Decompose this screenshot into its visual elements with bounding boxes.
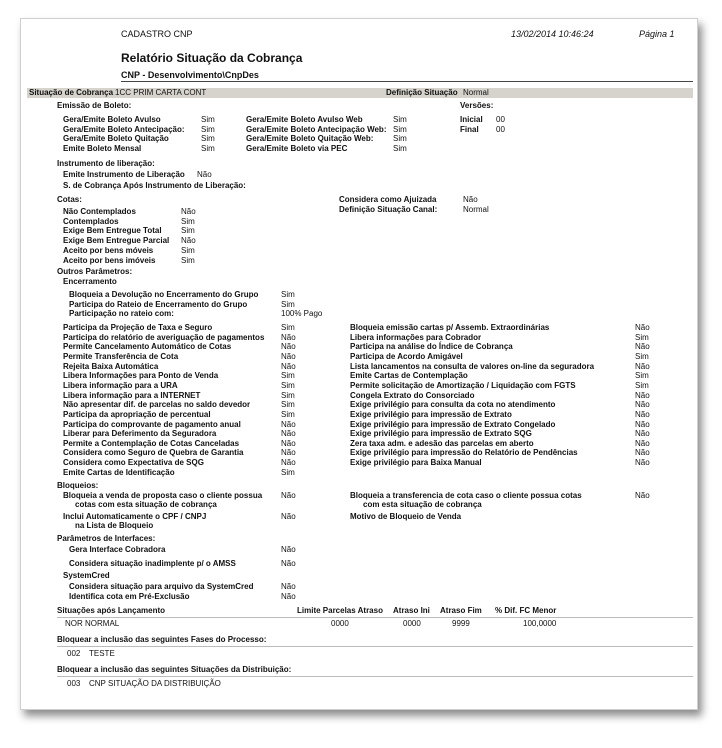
out-l-value: Não	[281, 332, 296, 342]
out-r-value: Não	[635, 361, 650, 371]
out-r-label: Emite Cartas de Contemplação	[350, 371, 468, 381]
cotas-r-value: Normal	[463, 205, 489, 214]
bloq-venda-line1: Bloqueia a venda de proposta caso o cliente possua	[63, 491, 263, 500]
report-page	[20, 18, 698, 710]
interfaces-title: Parâmetros de Interfaces:	[57, 534, 156, 543]
out-l-value: Não	[281, 448, 296, 458]
fase-code: 002	[67, 649, 81, 658]
out-r-value: Não	[635, 400, 650, 410]
out-l-value: Não	[281, 361, 296, 371]
sc-value: Não	[281, 582, 296, 591]
out-r-value: Sim	[635, 380, 649, 390]
situacao-value: 1CC PRIM CARTA CONT	[115, 88, 207, 97]
emi-mid-label: Gera/Emite Boleto Quitação Web:	[246, 134, 374, 144]
out-l-value: Não	[281, 342, 296, 352]
out-r-value: Não	[635, 458, 650, 468]
emi-mid-label: Gera/Emite Boleto via PEC	[246, 144, 348, 154]
cotas-label: Aceito por bens móveis	[63, 245, 154, 255]
distrib-title: Bloquear a inclusão das seguintes Situações da Distribuição:	[57, 665, 292, 674]
out-r-value: Sim	[635, 351, 649, 361]
out-r-value: Não	[635, 429, 650, 439]
out-l-value: Sim	[281, 467, 295, 477]
bloq-cpf-line2: na Lista de Bloqueio	[75, 521, 154, 530]
situacao-label: Situação de Cobrança	[29, 88, 114, 97]
out-r-value: Sim	[635, 332, 649, 342]
bloq-transf-value: Não	[635, 491, 650, 500]
enc-label: Participa do Rateio de Encerramento do Grupo	[69, 299, 248, 309]
inst-label: S. de Cobrança Após Instrumento de Liberação:	[63, 180, 246, 190]
distrib-rule	[57, 676, 693, 677]
out-l-label: Participa da Projeção de Taxa e Seguro	[63, 323, 213, 332]
out-l-label: Permite Transferência de Cota	[63, 351, 179, 361]
out-l-label: Libera Informações para Ponto de Venda	[63, 371, 219, 381]
enc-value: Sim	[281, 299, 295, 309]
enc-label: Participação no rateio com:	[69, 309, 174, 318]
out-r-value: Não	[635, 409, 650, 419]
out-l-value: Sim	[281, 409, 295, 419]
out-r-value: Sim	[635, 371, 649, 381]
motivo-bloqueio-label: Motivo de Bloqueio de Venda	[350, 512, 462, 521]
amss-label: Considera situação inadimplente p/ o AMSS	[69, 559, 236, 568]
system-name: CADASTRO CNP	[121, 29, 193, 39]
emi-ver-label: Inicial	[460, 115, 483, 124]
out-l-label: Permite a Contemplação de Cotas Canceladas	[63, 438, 240, 448]
cotas-value: Não	[181, 207, 196, 216]
cotas-value: Sim	[181, 255, 195, 265]
out-l-value: Não	[281, 438, 296, 448]
fases-rule	[57, 646, 693, 647]
cotas-value: Sim	[181, 245, 195, 255]
out-r-value: Não	[635, 448, 650, 458]
out-r-label: Exige privilégio para impressão de Extrato	[350, 409, 512, 419]
col-atraso-ini: Atraso Ini	[393, 606, 430, 615]
out-r-value: Não	[635, 438, 650, 448]
out-l-label: Participa do comprovante de pagamento anual	[63, 419, 241, 429]
out-l-label: Considera como Expectativa de SQG	[63, 458, 204, 468]
emi-mid-value: Sim	[393, 134, 407, 144]
emi-ver-value: 00	[496, 124, 505, 134]
emi-left-value: Sim	[201, 134, 215, 144]
emi-mid-value: Sim	[393, 115, 407, 124]
out-r-value: Não	[635, 342, 650, 352]
emi-ver-value: 00	[496, 115, 505, 124]
fase-name: TESTE	[89, 649, 115, 658]
out-l-label: Emite Cartas de Identificação	[63, 467, 175, 477]
situacao-ini: 0000	[403, 619, 421, 628]
out-l-value: Não	[281, 458, 296, 468]
out-l-value: Sim	[281, 400, 295, 410]
out-l-value: Não	[281, 429, 296, 439]
out-l-label: Participa do relatório de averiguação de pagamentos	[63, 332, 265, 342]
interface-cobradora-value: Não	[281, 545, 296, 554]
out-l-value: Sim	[281, 390, 295, 400]
situacao-name: NOR NORMAL	[65, 619, 120, 628]
cotas-r-label: Definição Situação Canal:	[339, 205, 438, 214]
cotas-title: Cotas:	[57, 195, 82, 204]
enc-value: Sim	[281, 290, 295, 299]
cotas-value: Sim	[181, 226, 195, 236]
emi-left-label: Gera/Emite Boleto Quitação	[63, 134, 169, 144]
col-atraso-fim: Atraso Fim	[440, 606, 482, 615]
out-r-label: Participa de Acordo Amigável	[350, 351, 463, 361]
out-l-label: Considera como Seguro de Quebra de Garantia	[63, 448, 244, 458]
out-l-value: Sim	[281, 380, 295, 390]
outros-title: Outros Parâmetros:	[57, 267, 133, 276]
out-r-label: Zera taxa adm. e adesão das parcelas em aberto	[350, 438, 534, 448]
out-r-label: Exige privilégio para impressão de Extrato SQG	[350, 429, 532, 439]
definicao-label: Definição Situação	[386, 88, 458, 97]
amss-value: Não	[281, 559, 296, 568]
cotas-value: Sim	[181, 216, 195, 226]
situacao-limite: 0000	[331, 619, 349, 628]
versoes-title: Versões:	[460, 101, 494, 110]
out-r-label: Congela Extrato do Consorciado	[350, 390, 475, 400]
header-rule	[121, 81, 693, 82]
emi-left-value: Sim	[201, 124, 215, 134]
out-l-value: Sim	[281, 323, 295, 332]
emi-ver-label: Final	[460, 124, 479, 134]
situacao-dif: 100,0000	[523, 619, 557, 628]
distrib-code: 003	[67, 679, 81, 688]
cotas-label: Contemplados	[63, 216, 119, 226]
out-l-value: Sim	[281, 371, 295, 381]
cotas-label: Aceito por bens imóveis	[63, 255, 156, 265]
emi-mid-label: Gera/Emite Boleto Antecipação Web:	[246, 124, 387, 134]
out-r-label: Bloqueia emissão cartas p/ Assemb. Extraordinárias	[350, 323, 550, 332]
inst-label: Emite Instrumento de Liberação	[63, 170, 185, 179]
out-l-label: Libera informação para a URA	[63, 380, 178, 390]
print-datetime: 13/02/2014 10:46:24	[511, 29, 594, 39]
bloq-venda-value: Não	[281, 491, 296, 500]
emi-mid-value: Sim	[393, 124, 407, 134]
situacoes-title: Situações após Lançamento	[57, 606, 166, 615]
emi-left-value: Sim	[201, 144, 215, 154]
sc-label: Considera situação para arquivo da SystemCred	[69, 582, 254, 591]
col-limite: Limite Parcelas Atraso	[297, 606, 383, 615]
interface-cobradora-label: Gera Interface Cobradora	[69, 545, 166, 554]
out-l-value: Não	[281, 419, 296, 429]
sc-value: Não	[281, 591, 296, 601]
out-l-label: Permite Cancelamento Automático de Cotas	[63, 342, 232, 352]
cotas-label: Não Contemplados	[63, 207, 136, 216]
out-l-label: Liberar para Deferimento da Seguradora	[63, 429, 217, 439]
situacao-fim: 9999	[452, 619, 470, 628]
bloq-venda-line2: cotas com esta situação de cobrança	[75, 500, 217, 509]
instrumento-title: Instrumento de liberação:	[57, 159, 155, 168]
emi-mid-label: Gera/Emite Boleto Avulso Web	[246, 115, 363, 124]
out-l-label: Participa da apropriação de percentual	[63, 409, 211, 419]
definicao-value: Normal	[463, 88, 489, 97]
emi-left-label: Gera/Emite Boleto Avulso	[63, 115, 161, 124]
out-r-label: Exige privilégio para impressão do Relatório de Pendências	[350, 448, 578, 458]
bloqueios-title: Bloqueios:	[57, 481, 99, 490]
col-dif-fc: % Dif. FC Menor	[495, 606, 557, 615]
bloq-transf-line1: Bloqueia a transferencia de cota caso o cliente possua cotas	[350, 491, 582, 500]
out-r-label: Permite solicitação de Amortização / Liquidação com FGTS	[350, 380, 576, 390]
cotas-value: Não	[181, 236, 196, 246]
out-r-label: Lista lancamentos na consulta de valores on-line da seguradora	[350, 361, 595, 371]
out-l-label: Não apresentar dif. de parcelas no saldo devedor	[63, 400, 251, 410]
bloq-cpf-line1: Inclui Automaticamente o CPF / CNPJ	[63, 512, 207, 521]
fases-title: Bloquear a inclusão das seguintes Fases do Processo:	[57, 635, 267, 644]
out-r-label: Exige privilégio para consulta da cota no atendimento	[350, 400, 556, 410]
inst-value: Não	[197, 170, 212, 179]
out-r-label: Libera informações para Cobrador	[350, 332, 482, 342]
report-subtitle: CNP - Desenvolvimento\CnpDes	[121, 70, 259, 80]
out-l-value: Não	[281, 351, 296, 361]
bloq-cpf-value: Não	[281, 512, 296, 521]
sc-label: Identifica cota em Pré-Exclusão	[69, 591, 190, 601]
out-r-label: Exige privilégio para impressão de Extrato Congelado	[350, 419, 556, 429]
out-r-value: Não	[635, 419, 650, 429]
cotas-label: Exige Bem Entregue Parcial	[63, 236, 170, 246]
out-r-value: Não	[635, 323, 650, 332]
emi-left-value: Sim	[201, 115, 215, 124]
cotas-label: Exige Bem Entregue Total	[63, 226, 162, 236]
situacoes-rule	[57, 617, 693, 618]
out-l-label: Libera informação para a INTERNET	[63, 390, 201, 400]
out-r-label: Exige privilégio para Baixa Manual	[350, 458, 482, 468]
enc-label: Bloqueia a Devolução no Encerramento do Grupo	[69, 290, 259, 299]
distrib-name: CNP SITUAÇÃO DA DISTRIBUIÇÃO	[89, 679, 221, 688]
emi-mid-value: Sim	[393, 144, 407, 154]
encerramento-title: Encerramento	[63, 277, 117, 286]
emissao-title: Emissão de Boleto:	[57, 101, 132, 110]
emi-left-label: Gera/Emite Boleto Antecipação:	[63, 124, 185, 134]
emi-left-label: Emite Boleto Mensal	[63, 144, 142, 154]
systemcred-title: SystemCred	[63, 571, 110, 580]
page-number: Página 1	[639, 29, 675, 39]
cotas-r-label: Considera como Ajuizada	[339, 195, 437, 204]
bloq-transf-line2: com esta situação de cobrança	[363, 500, 482, 509]
cotas-r-value: Não	[463, 195, 478, 204]
out-r-value: Não	[635, 390, 650, 400]
out-r-label: Participa na análise do Índice de Cobrança	[350, 342, 513, 352]
enc-value: 100% Pago	[281, 309, 323, 318]
out-l-label: Rejeita Baixa Automática	[63, 361, 159, 371]
report-title: Relatório Situação da Cobrança	[121, 51, 303, 65]
